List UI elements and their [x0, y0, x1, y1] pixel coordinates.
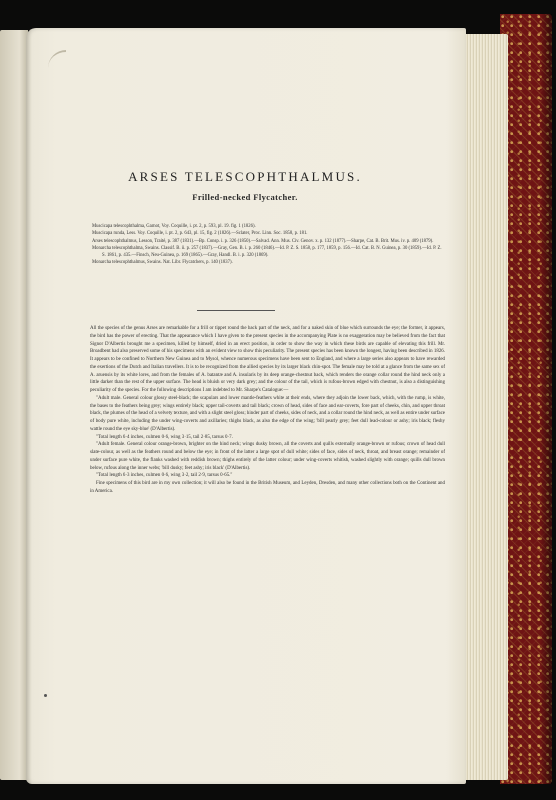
female-measurements: "Total length 6·3 inches, culmen 0·6, wing 3·2, tail 2·9, tarsus 0·65." [96, 473, 233, 479]
synonym-entry: Monarcha telescophthalmus, Swains. Nat. Libr. Flycatchers, p. 140 (1837). [92, 260, 233, 266]
synonym-entry: Arses telescophthalmus, Lesson, Traité, p. 387 (1831).—Bp. Consp. i. p. 326 (1850).—Salvad. Ann. Mus. Civ. Genov. x. p. 132 (1877).—Sharpe, Cat. B. Brit. Mus. iv. p. 409 (1879). [92, 238, 434, 244]
closing-paragraph: Fine specimens of this bird are in my own collection; it will also be found in the British Museum, and Leyden, Dresden, and many other collections both on the Continent and in America. [90, 481, 445, 494]
male-description: "Adult male. General colour glossy steel-black; the scapulars and lower mantle-feathers white at their ends, where they adjoin the lower back, which, with the rump, is white, the bases to the feathers being grey; wings entirely black; upper tail-coverts and tail black; crown of head, sides of face and ear-coverts, fore part of cheeks, chin, and upper throat black, the plumes of the head of a velvety texture, and with a slight steel gloss; hinder part of cheeks, sides of neck, and a collar round the hind neck, as well as entire under surface of body pure white, including the under wing-coverts and axillaries; thighs black, as also the edge of the wing; 'bill pearly grey; feet dull lead-colour or ashy; iris black; fleshy wattle round the eye sky-blue' (D'Albertis). [90, 395, 445, 432]
page-curl [48, 50, 66, 82]
species-title: ARSES TELESCOPHTHALMUS. [128, 169, 362, 184]
female-description: "Adult female. General colour orange-brown, brighter on the hind neck; wings dusky brown, all the coverts and quills externally orange-brown or rufous; crown of head dull slate-colour, as well as the feathers round and below the eye; in front of the latter a large spot of dull white; sides of face, sides of neck, throat, and breast orange; remainder of under surface pure white, the flanks washed with reddish brown; thighs entirely of the latter colour; under wing-coverts whitish, washed slightly with orange; quills dull brown below, rufous along the inner webs; 'bill dusky; feet ashy; iris black' (D'Albertis). [90, 442, 445, 471]
section-divider [197, 310, 275, 311]
main-text [90, 325, 445, 496]
common-name: Frilled-necked Flycatcher. [192, 192, 298, 202]
synonym-entry: Muscicapa telescophthalma, Garnot, Voy. Coquille, i. pt. 2, p. 593, pl. 19. fig. 1 (1826). [92, 224, 256, 229]
previous-page-edge [0, 30, 28, 780]
page-mark [44, 694, 47, 697]
synonymy-list [92, 223, 442, 267]
synonym-entry: Monarcha telescophthalma, Swains. Classif. B. ii. p. 257 (1837).—Gray, Gen. B. i. p. 260 (1846).—Id. P. Z. S. 1858, p. 177, 1859, p. 156.—Id. Cat. B. N. Guinea, p. 30 (1859).—Id. P. Z. S. 1861, p. 435.—Finsch, Neu-Guinea, p. 169 (1865).—Gray, Handl. B. i. p. 320 (1869). [92, 245, 442, 259]
male-measurements: "Total length 6·4 inches, culmen 0·6, wing 3·15, tail 2·85, tarsus 0·7. [96, 434, 233, 440]
cover-shadow [540, 14, 552, 784]
synonym-entry: Muscicapa runda, Less. Voy. Coquille, i. pt. 2, p. 643, pl. 15, fig. 2 (1826).—Sclater, Proc. Linn. Soc. 1858, p. 181. [92, 231, 308, 237]
intro-paragraph: All the species of the genus Arses are remarkable for a frill or tippet round the back part of the neck, and for a naked skin of blue which surrounds the eye; the former, it appears, the bird has the power of erecting. That the appearance which I have given to the present species in the accompanying Plate is no exaggeration may be believed from the fact that Signor D'Albertis brought me a specimen, killed by himself, dried in an erect position, in order to show the way in which these birds are capable of elevating this frill. Mr. Broadbent had also preserved some of his specimens with an evident view to show this peculiarity. The present species has been known the longest, having been described in 1826. It appears to be confined to Northern New Guinea and to Mysol, whence numerous specimens have been sent to England, and where a large series also appears to have rewarded the exertions of the Dutch and Italian travellers. It is to be recognized from the allied species by its larger black chin-spot. The female may be told at a glance from the same sex of A. aruensis by its white lores, and from the females of A. batantæ and A. insularis by its deep orange-chestnut back, which renders the orange collar round the hind neck only a little darker than the rest of the upper surface. The head is bluish or very dark grey; and the colour of the tail, which is rufous-brown edged with chestnut, is also a distinguishing peculiarity of the species. For the following descriptions I am indebted to Mr. Sharpe's Catalogue:— [90, 326, 445, 393]
